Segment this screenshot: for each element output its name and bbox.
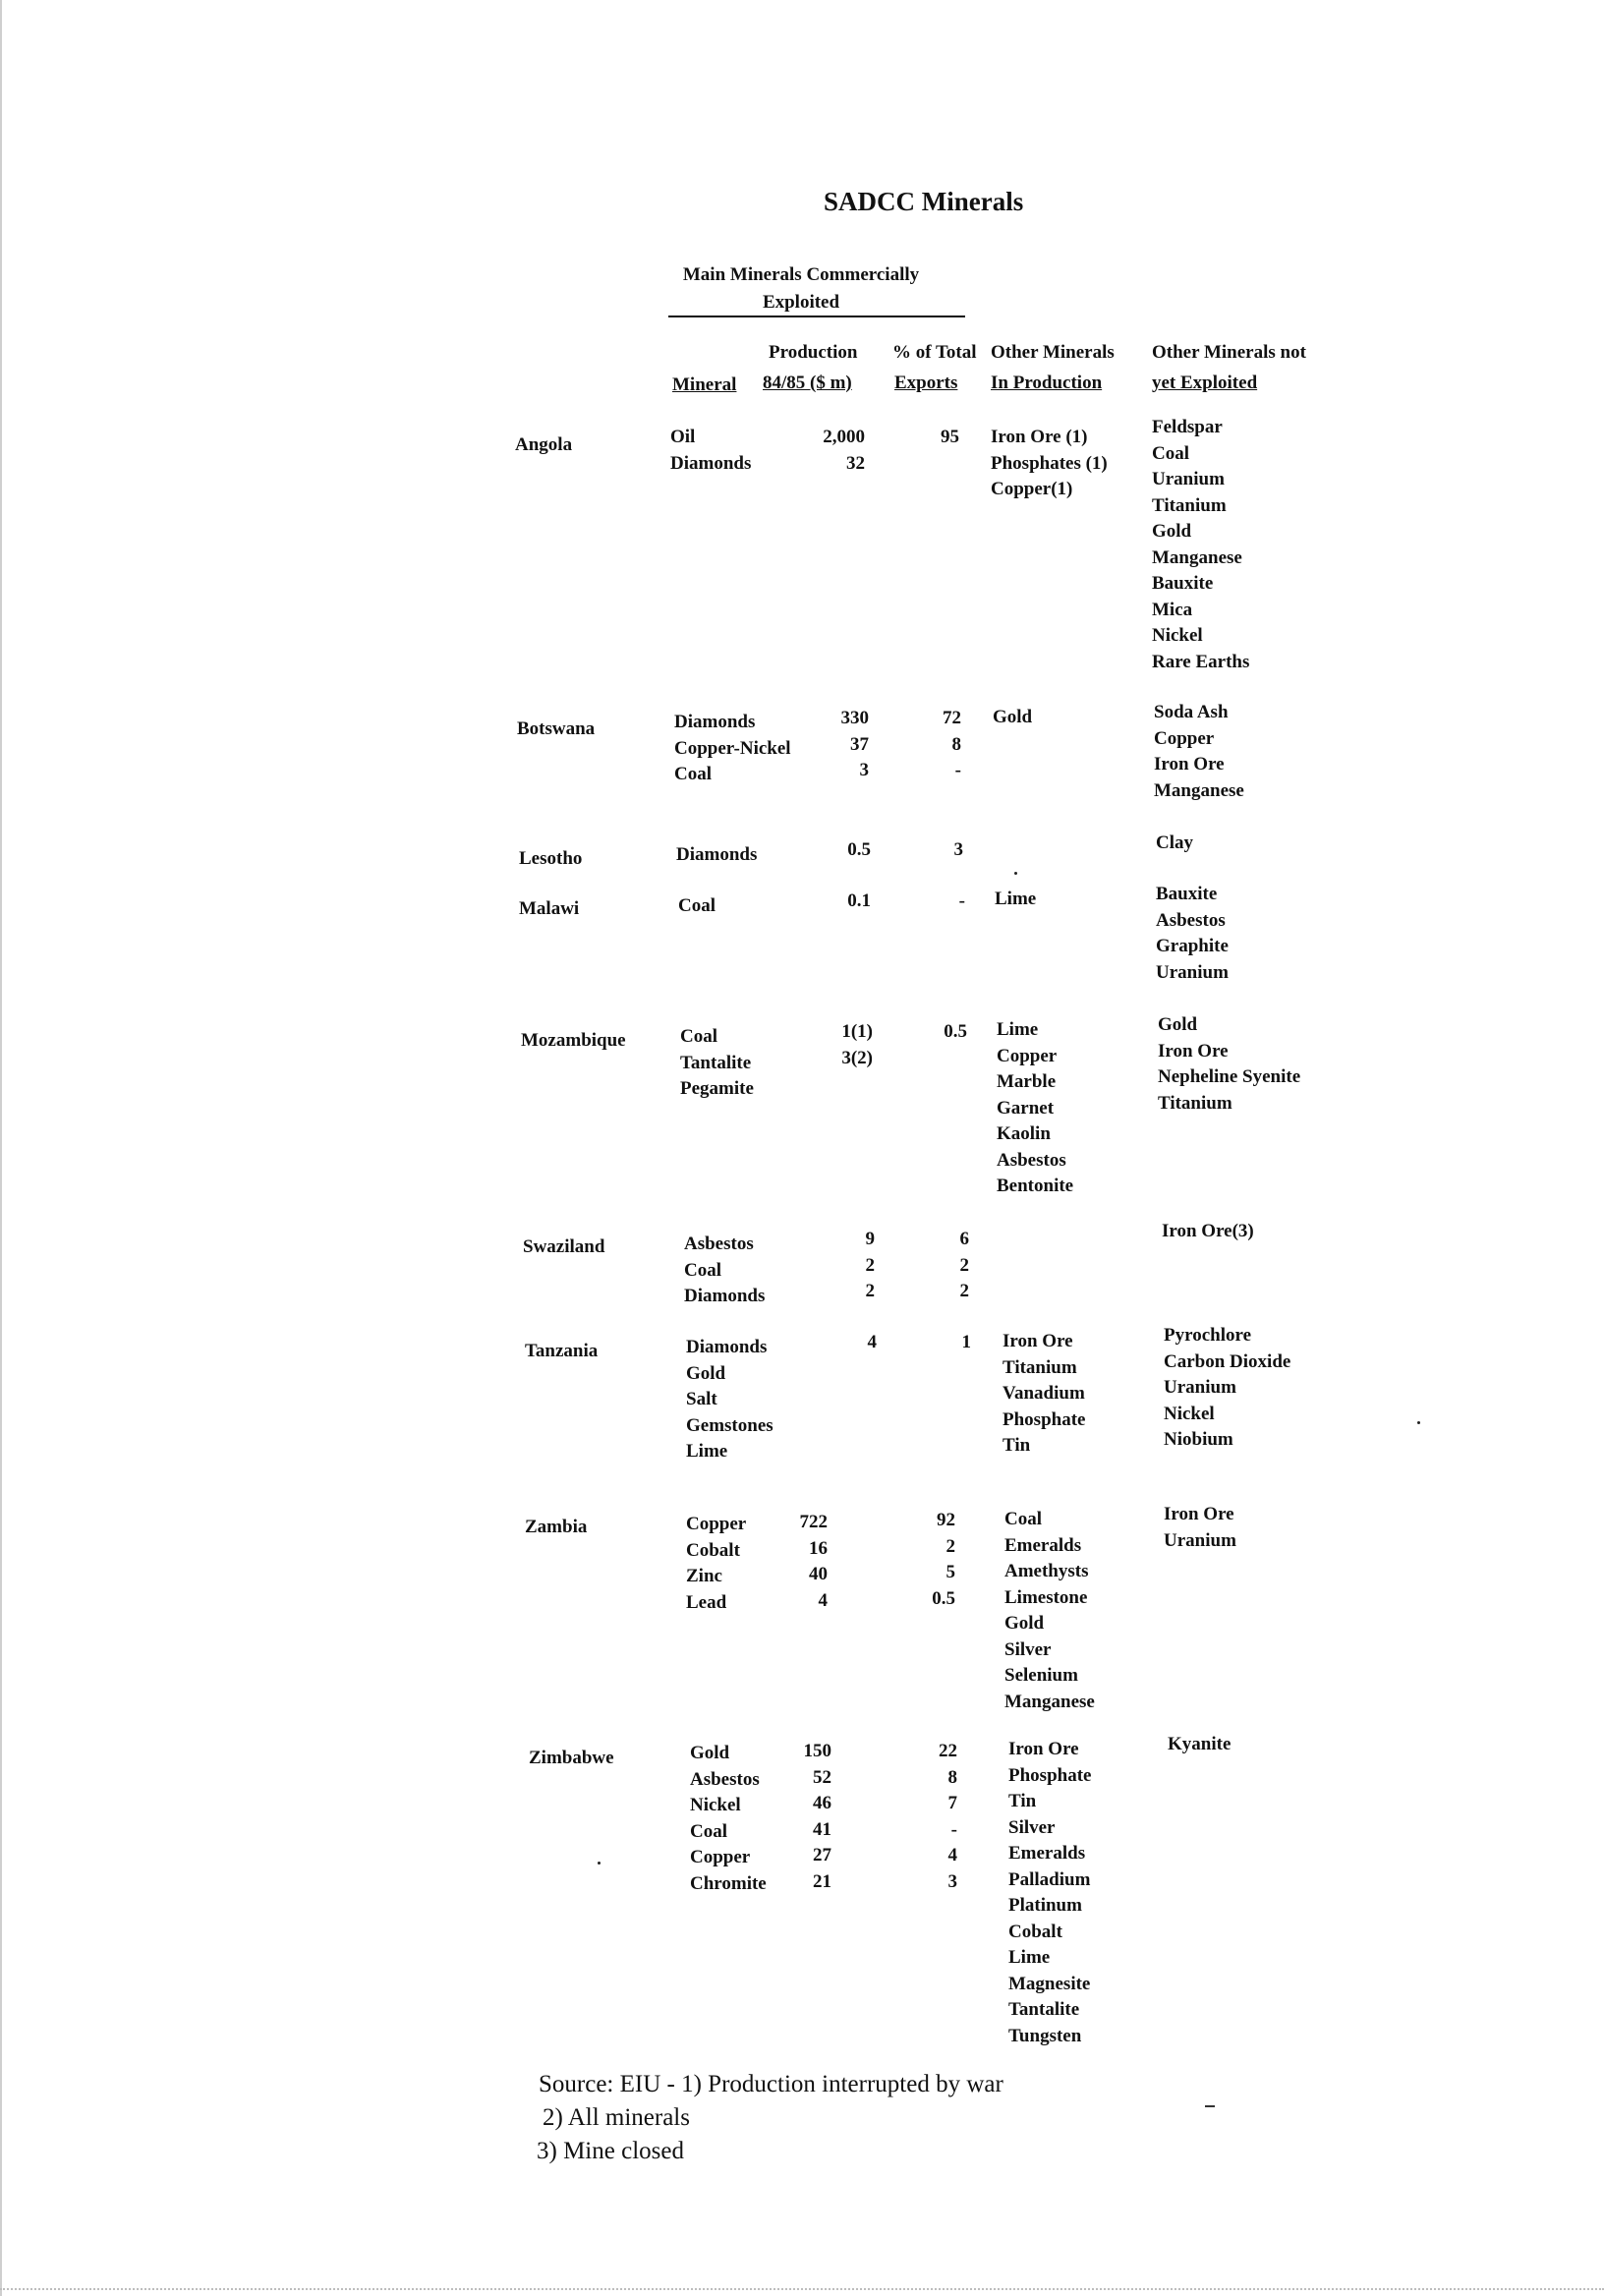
- other-not-exploited-cell: Uranium: [1156, 961, 1229, 983]
- other-production-cell: Copper: [997, 1045, 1058, 1066]
- country-name: Botswana: [517, 718, 596, 739]
- header-production-line1: Production: [769, 342, 858, 363]
- production-cell: 32: [846, 452, 865, 474]
- mineral-cell: Asbestos: [690, 1768, 760, 1790]
- country-name: Tanzania: [525, 1341, 599, 1361]
- exports-cell: 2: [959, 1281, 969, 1301]
- other-not-exploited-cell: Manganese: [1154, 779, 1244, 801]
- production-cell: 1(1): [841, 1021, 873, 1042]
- exports-cell: 3: [947, 1870, 957, 1892]
- other-production-cell: Tantalite: [1008, 1999, 1080, 2020]
- mineral-cell: Diamonds: [670, 452, 752, 474]
- mineral-cell: Coal: [690, 1820, 727, 1842]
- header-other-not-exploited-line1: Other Minerals not: [1152, 342, 1306, 363]
- other-not-exploited-cell: Niobium: [1164, 1429, 1233, 1450]
- other-production-cell: Emeralds: [1008, 1843, 1086, 1864]
- other-not-exploited-cell: Coal: [1152, 442, 1189, 464]
- country-name: Swaziland: [523, 1236, 605, 1257]
- mineral-cell: Zinc: [686, 1566, 722, 1586]
- other-not-exploited-cell: Iron Ore: [1154, 754, 1225, 775]
- mineral-cell: Nickel: [690, 1795, 741, 1815]
- other-production-cell: Titanium: [1002, 1356, 1077, 1378]
- production-cell: 41: [813, 1818, 831, 1840]
- other-production-cell: Bentonite: [997, 1176, 1074, 1196]
- other-production-cell: Gold: [1004, 1613, 1045, 1634]
- other-production-cell: Asbestos: [997, 1149, 1066, 1171]
- exports-cell: 8: [947, 1766, 957, 1788]
- exports-cell: 0.5: [944, 1021, 967, 1042]
- production-cell: 40: [809, 1564, 828, 1584]
- mineral-cell: Oil: [670, 427, 696, 447]
- header-exports-line2: Exports: [894, 373, 958, 393]
- other-not-exploited-cell: Iron Ore: [1164, 1504, 1234, 1524]
- other-production-cell: Tin: [1008, 1791, 1037, 1811]
- mineral-cell: Coal: [674, 764, 712, 784]
- other-production-cell: Lime: [997, 1019, 1039, 1040]
- other-production-cell: Marble: [997, 1071, 1057, 1092]
- mineral-cell: Copper: [690, 1847, 751, 1867]
- other-production-cell: Coal: [1004, 1509, 1042, 1529]
- other-not-exploited-cell: Uranium: [1164, 1529, 1236, 1551]
- exports-cell: 6: [959, 1229, 969, 1249]
- other-production-cell: Iron Ore (1): [991, 427, 1088, 447]
- group-header: Main Minerals Commercially Exploited: [682, 264, 920, 313]
- production-cell: 37: [850, 733, 869, 755]
- other-not-exploited-cell: Nepheline Syenite: [1158, 1066, 1301, 1087]
- other-not-exploited-cell: Clay: [1156, 832, 1193, 853]
- exports-cell: 7: [947, 1793, 957, 1813]
- exports-cell: 95: [941, 427, 959, 447]
- header-mineral: Mineral: [672, 374, 737, 395]
- mineral-cell: Diamonds: [684, 1286, 766, 1306]
- header-production-line2: 84/85 ($ m): [763, 373, 852, 393]
- mineral-cell: Coal: [680, 1026, 717, 1047]
- header-other-production-line1: Other Minerals: [991, 342, 1115, 363]
- production-cell: 150: [803, 1741, 831, 1761]
- other-not-exploited-cell: Kyanite: [1168, 1734, 1232, 1754]
- other-not-exploited-cell: Iron Ore: [1158, 1040, 1229, 1062]
- production-cell: 0.5: [847, 839, 871, 860]
- mineral-cell: Copper-Nickel: [674, 737, 791, 759]
- production-cell: 330: [840, 708, 869, 728]
- other-production-cell: Tin: [1002, 1435, 1031, 1456]
- other-production-cell: Cobalt: [1008, 1921, 1062, 1942]
- scan-bottom-edge: [0, 2288, 1604, 2290]
- exports-cell: -: [958, 890, 965, 911]
- production-cell: 0.1: [847, 890, 871, 911]
- mineral-cell: Gold: [690, 1743, 730, 1763]
- other-production-cell: Phosphates (1): [991, 452, 1108, 474]
- other-not-exploited-cell: Manganese: [1152, 546, 1242, 568]
- production-cell: 27: [813, 1845, 831, 1866]
- other-not-exploited-cell: Gold: [1152, 521, 1192, 542]
- exports-cell: 22: [939, 1741, 957, 1761]
- other-not-exploited-cell: Nickel: [1164, 1403, 1215, 1424]
- mineral-cell: Coal: [678, 895, 716, 916]
- footnote-2: 2) All minerals: [543, 2104, 690, 2131]
- other-production-cell: Magnesite: [1008, 1973, 1091, 1994]
- scan-speck: [598, 1862, 601, 1865]
- mineral-cell: Diamonds: [686, 1337, 768, 1357]
- production-cell: 2: [865, 1254, 875, 1276]
- header-other-not-exploited-line2: yet Exploited: [1152, 373, 1258, 393]
- mineral-cell: Tantalite: [680, 1052, 752, 1073]
- other-production-cell: Manganese: [1004, 1691, 1095, 1712]
- exports-cell: 3: [953, 839, 963, 860]
- other-not-exploited-cell: Mica: [1152, 599, 1193, 620]
- production-cell: 3(2): [841, 1047, 873, 1068]
- footnote-3: 3) Mine closed: [537, 2138, 684, 2164]
- exports-cell: 1: [961, 1332, 971, 1352]
- country-name: Angola: [515, 434, 573, 455]
- other-not-exploited-cell: Carbon Dioxide: [1164, 1350, 1291, 1372]
- production-cell: 46: [813, 1793, 831, 1813]
- mineral-cell: Salt: [686, 1389, 717, 1409]
- other-not-exploited-cell: Bauxite: [1152, 573, 1214, 594]
- other-not-exploited-cell: Nickel: [1152, 625, 1203, 646]
- group-header-rule: [668, 316, 965, 317]
- country-name: Mozambique: [521, 1030, 626, 1051]
- other-production-cell: Phosphate: [1008, 1764, 1092, 1786]
- other-production-cell: Limestone: [1004, 1586, 1088, 1608]
- scan-speck: [1014, 872, 1017, 875]
- production-cell: 2,000: [823, 427, 865, 447]
- other-not-exploited-cell: Pyrochlore: [1164, 1325, 1251, 1346]
- exports-cell: 8: [951, 733, 961, 755]
- production-cell: 16: [809, 1537, 828, 1559]
- mineral-cell: Lime: [686, 1441, 728, 1462]
- exports-cell: -: [954, 760, 961, 780]
- other-production-cell: Gold: [993, 707, 1033, 727]
- mineral-cell: Chromite: [690, 1872, 767, 1894]
- exports-cell: 4: [947, 1845, 957, 1866]
- other-not-exploited-cell: Uranium: [1152, 469, 1225, 489]
- mineral-cell: Lead: [686, 1591, 727, 1613]
- other-production-cell: Amethysts: [1004, 1561, 1089, 1581]
- exports-cell: 2: [959, 1254, 969, 1276]
- exports-cell: 5: [945, 1562, 955, 1582]
- header-other-production-line2: In Production: [991, 373, 1103, 393]
- exports-cell: -: [950, 1818, 957, 1840]
- other-production-cell: Kaolin: [997, 1123, 1051, 1144]
- exports-cell: 72: [943, 708, 961, 728]
- production-cell: 3: [859, 760, 869, 780]
- production-cell: 2: [865, 1281, 875, 1301]
- mineral-cell: Copper: [686, 1514, 747, 1534]
- exports-cell: 92: [937, 1510, 955, 1530]
- country-name: Zimbabwe: [529, 1748, 614, 1768]
- other-production-cell: Palladium: [1008, 1868, 1091, 1890]
- other-production-cell: Copper(1): [991, 479, 1073, 499]
- scan-speck: [1417, 1421, 1420, 1424]
- mineral-cell: Pegamite: [680, 1078, 754, 1099]
- mineral-cell: Cobalt: [686, 1539, 740, 1561]
- production-cell: 4: [818, 1589, 828, 1611]
- other-production-cell: Silver: [1004, 1638, 1052, 1660]
- other-production-cell: Lime: [1008, 1947, 1051, 1968]
- other-not-exploited-cell: Rare Earths: [1152, 651, 1250, 672]
- other-not-exploited-cell: Graphite: [1156, 936, 1229, 956]
- other-not-exploited-cell: Iron Ore(3): [1162, 1221, 1254, 1241]
- source-note: Source: EIU - 1) Production interrupted by war: [539, 2071, 1003, 2097]
- production-cell: 21: [813, 1870, 831, 1892]
- country-name: Zambia: [525, 1517, 588, 1537]
- country-name: Lesotho: [519, 848, 583, 869]
- header-exports-line1: % of Total: [892, 342, 977, 363]
- other-production-cell: Emeralds: [1004, 1534, 1082, 1556]
- mineral-cell: Gemstones: [686, 1414, 773, 1436]
- production-cell: 9: [865, 1229, 875, 1249]
- other-production-cell: Selenium: [1004, 1665, 1078, 1686]
- other-not-exploited-cell: Soda Ash: [1154, 702, 1229, 722]
- scan-mark: [1205, 2105, 1215, 2107]
- country-name: Malawi: [519, 898, 580, 919]
- other-production-cell: Silver: [1008, 1816, 1056, 1838]
- other-production-cell: Phosphate: [1002, 1408, 1086, 1430]
- mineral-cell: Coal: [684, 1259, 721, 1281]
- other-not-exploited-cell: Titanium: [1152, 494, 1227, 516]
- other-production-cell: Iron Ore: [1002, 1331, 1073, 1351]
- other-production-cell: Garnet: [997, 1097, 1055, 1119]
- other-production-cell: Platinum: [1008, 1895, 1082, 1916]
- production-cell: 4: [867, 1332, 877, 1352]
- other-not-exploited-cell: Asbestos: [1156, 909, 1226, 931]
- production-cell: 52: [813, 1766, 831, 1788]
- other-production-cell: Vanadium: [1002, 1383, 1085, 1404]
- production-cell: 722: [799, 1512, 828, 1532]
- other-production-cell: Lime: [995, 889, 1037, 909]
- other-not-exploited-cell: Feldspar: [1152, 417, 1223, 437]
- other-not-exploited-cell: Uranium: [1164, 1377, 1236, 1398]
- other-not-exploited-cell: Copper: [1154, 727, 1215, 749]
- other-not-exploited-cell: Gold: [1158, 1014, 1198, 1035]
- mineral-cell: Asbestos: [684, 1234, 754, 1254]
- exports-cell: 0.5: [932, 1587, 955, 1609]
- exports-cell: 2: [945, 1535, 955, 1557]
- other-production-cell: Tungsten: [1008, 2025, 1082, 2046]
- other-not-exploited-cell: Bauxite: [1156, 884, 1218, 904]
- scan-left-edge: [0, 0, 2, 2296]
- other-production-cell: Iron Ore: [1008, 1739, 1079, 1759]
- mineral-cell: Diamonds: [676, 844, 758, 865]
- mineral-cell: Gold: [686, 1362, 726, 1384]
- mineral-cell: Diamonds: [674, 712, 756, 732]
- other-not-exploited-cell: Titanium: [1158, 1092, 1232, 1114]
- page-title: SADCC Minerals: [824, 187, 1024, 216]
